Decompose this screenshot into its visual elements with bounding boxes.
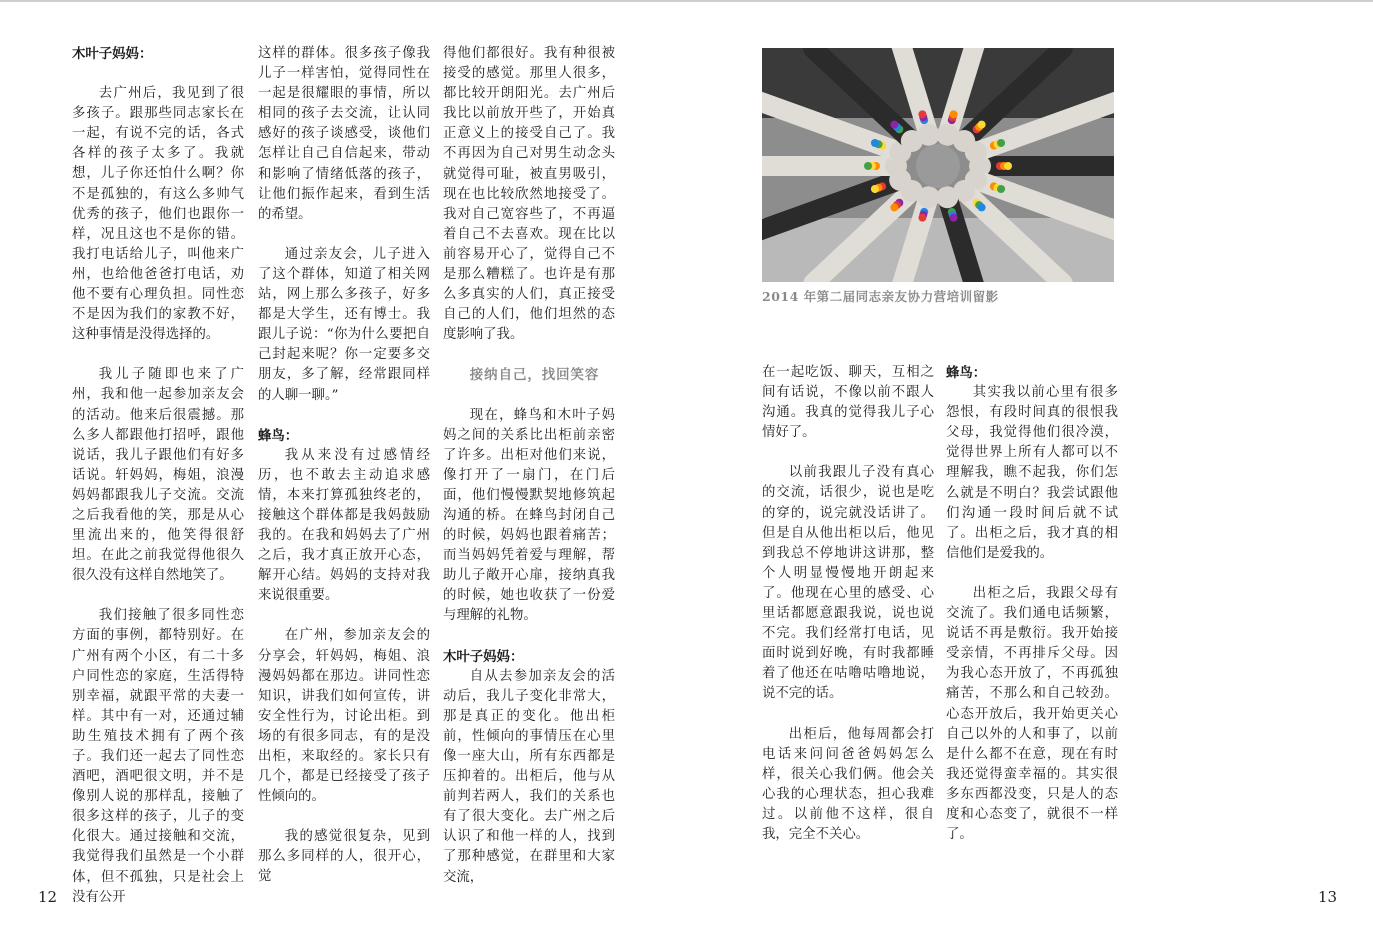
paragraph: 我儿子随即也来了广州，我和他一起参加亲友会的活动。他来后很震撼。那么多人都跟他打招呼，跟他说话，我儿子跟他们有好多话说。轩妈妈，梅姐，浪漫妈妈都跟我儿子交流。交流之后我看他的笑，那是从心里流出来的，他笑得很舒坦。在此之前我觉得他很久很久没有这样自然地笑了。 — [72, 367, 244, 584]
wristband — [890, 121, 898, 129]
paragraph: 我从来没有过感情经历，也不敢去主动追求感情，本来打算孤独终老的，接触这个群体都是我妈鼓励我的。在我和妈妈去了广州之后，我才真正放开心态，解开心结。妈妈的支持对我来说很重要。 — [258, 447, 430, 604]
page-number-left: 12 — [38, 888, 58, 906]
top-border — [0, 0, 1373, 2]
paragraph-continued: 这样的群体。很多孩子像我儿子一样害怕，觉得同性在一起是很耀眼的事情，所以相同的孩子去交流，让认同感好的孩子谈感受，谈他们怎样让自己自信起来，带动和影响了情绪低落的孩子，让他们振作起来，看到生活的希望。 — [258, 46, 430, 222]
paragraph-gap — [72, 64, 244, 84]
paragraph: 其实我以前心里有很多怨恨，有段时间真的很恨我父母，我觉得他们很冷漠，觉得世界上所有人都可以不理解我，瞧不起我，你们怎么就是不明白？我尝试跟他们沟通一段时间后就不试了。出柜之后，我才真的相信他们是爱我的。 — [946, 385, 1118, 561]
left-page-column-1 — [72, 44, 244, 908]
wristband — [871, 139, 879, 147]
paragraph: 我的感觉很复杂，见到那么多同样的人，很开心，觉 — [258, 829, 430, 885]
paragraph-gap — [258, 807, 430, 827]
page-number-right: 13 — [1318, 888, 1338, 906]
paragraph-continued: 在一起吃饭、聊天，互相之间有话说，不像以前不跟人沟通。我真的觉得我儿子心情好了。 — [762, 365, 934, 441]
fist — [965, 141, 987, 163]
paragraph-gap — [762, 443, 934, 463]
speaker-label: 蜂鸟： — [258, 427, 299, 444]
paragraph: 出柜后，他每周都会打电话来问问爸爸妈妈怎么样，很关心我们俩。他会关心我的心理状态，担心我难过。以前他不这样，很自我，完全不关心。 — [762, 726, 934, 842]
paragraph: 在广州，参加亲友会的分享会，轩妈妈，梅姐、浪漫妈妈都在那边。讲同性恋知识，讲我们如何宣传，讲安全性行为，讨论出柜。到场的有很多同志，有的是没出柜，来取经的。家长只有几个，都是已经接受了孩子性倾向的。 — [258, 628, 430, 805]
paragraph-gap — [72, 345, 244, 365]
wristband — [950, 214, 958, 222]
paragraph-gap — [72, 586, 244, 606]
wristband — [1004, 162, 1012, 170]
wristband — [997, 139, 1005, 147]
left-page-column-2 — [258, 44, 430, 888]
paragraph: 以前我跟儿子没有真心的交流，话很少，说也是吃的穿的，说完就没话讲了。但是自从他出柜以后，他见到我总不停地讲这讲那，整个人明显慢慢地开朗起来了。他现在心里的感受、心里话都愿意跟我说，说也说不完。我们经常打电话，见面时说到好晚，有时我都睡着了他还在咕噜咕噜地说，说不完的话。 — [762, 465, 934, 702]
group-photo — [762, 48, 1114, 282]
speaker-label: 木叶子妈妈： — [72, 46, 153, 62]
section-heading: 接纳自己，找回笑容 — [469, 367, 600, 384]
right-page-column-2 — [946, 363, 1118, 845]
paragraph: 自从去参加亲友会的活动后，我儿子变化非常大，那是真正的变化。他出柜前，性倾向的事情压在心里像一座大山，所有东西都是压抑着的。出柜后，他与从前判若两人，我们的关系也有了很大变化。去广州之后认识了和他一样的人，找到了那种感觉，在群里和大家交流， — [443, 668, 615, 885]
left-page-column-3 — [443, 44, 615, 888]
speaker-label: 木叶子妈妈： — [443, 648, 524, 665]
paragraph-gap — [443, 386, 615, 406]
wristband — [978, 121, 986, 129]
paragraph: 出柜之后，我跟父母有交流了。我们通电话频繁，说话不再是敷衍。我开始接受亲情，不再排斥父母。因为我心态开放了，不再孤独痛苦，不那么和自己较劲。心态开放后，我开始更关心自己以外的人和事了，以前是什么都不在意，现在有时我还觉得蛮幸福的。其实很多东西都没变，只是人的态度和心态变了，就很不一样了。 — [946, 585, 1118, 843]
wristband — [890, 203, 898, 211]
hands-circle-illustration — [762, 48, 1114, 282]
paragraph-continued: 得他们都很好。我有种很被接受的感觉。那里人很多，都比较开朗阳光。去广州后我比以前放开些了，开始真正意义上的接受自己了。我不再因为自己对男生动念头就觉得可耻，被直男吸引，现在也比较欣然地接受了。我对自己宽容些了，不再逼着自己不去喜欢。现在比以前容易开心了，觉得自己不是那么糟糕了。也许是有那么多真实的人们，真正接受自己的人们，他们坦然的态度影响了我。 — [443, 46, 615, 343]
right-page-column-1 — [762, 363, 934, 845]
paragraph: 我们接触了很多同性恋方面的事例，都特别好。在广州有两个小区，有二十多户同性恋的家庭，生活得特别幸福，就跟平常的夫妻一样。其中有一对，还通过辅助生殖技术拥有了两个孩子。我们还一起去了同性恋酒吧，酒吧很文明，并不是像别人说的那样乱，接触了很多这样的孩子，儿子的变化很大。通过接触和交流，我觉得我们虽然是一个小群体，但不孤独，只是社会上没有公开 — [72, 608, 244, 905]
paragraph-gap — [258, 606, 430, 626]
paragraph-gap — [762, 705, 934, 725]
paragraph-gap — [258, 225, 430, 245]
wristband — [864, 162, 872, 170]
paragraph: 现在，蜂鸟和木叶子妈妈之间的关系比出柜前亲密了许多。出柜对他们来说，像打开了一扇门，在门后面，他们慢慢默契地修筑起沟通的桥。在蜂鸟封闭自己的时候，妈妈也跟着痛苦；而当妈妈凭着爱与理解，帮助儿子敞开心扉，接纳真我的时候，她也收获了一份爱与理解的礼物。 — [443, 407, 615, 624]
paragraph-gap — [258, 406, 430, 426]
photo-caption: 2014 年第二届同志亲友协力营培训留影 — [762, 289, 999, 304]
paragraph: 去广州后，我见到了很多孩子。跟那些同志家长在一起，有说不完的话，各式各样的孩子太多了。我就想，儿子你还怕什么啊？你不是孤独的，有这么多帅气优秀的孩子，他们也跟你一样，况且这也不是你的错。我打电话给儿子，叫他来广州，也给他爸爸打电话，劝他不要有心理负担。同性恋不是因为我们的家教不好，这种事情是没得选择的。 — [72, 86, 244, 343]
wristband — [950, 110, 958, 118]
speaker-label: 蜂鸟： — [946, 365, 987, 381]
wristband — [918, 214, 926, 222]
paragraph-gap — [443, 345, 615, 365]
paragraph: 通过亲友会，儿子进入了这个群体，知道了相关网站，网上那么多孩子，好多都是大学生，还有博士。我跟儿子说：“你为什么要把自己封起来呢？你一定要多交朋友，多了解，经常跟同样的人聊一聊。” — [258, 246, 430, 403]
wristband — [978, 203, 986, 211]
wristband — [997, 185, 1005, 193]
wristband — [871, 185, 879, 193]
circle-center — [916, 144, 960, 188]
paragraph-gap — [443, 627, 615, 647]
wristband — [918, 110, 926, 118]
paragraph-gap — [946, 564, 1118, 584]
